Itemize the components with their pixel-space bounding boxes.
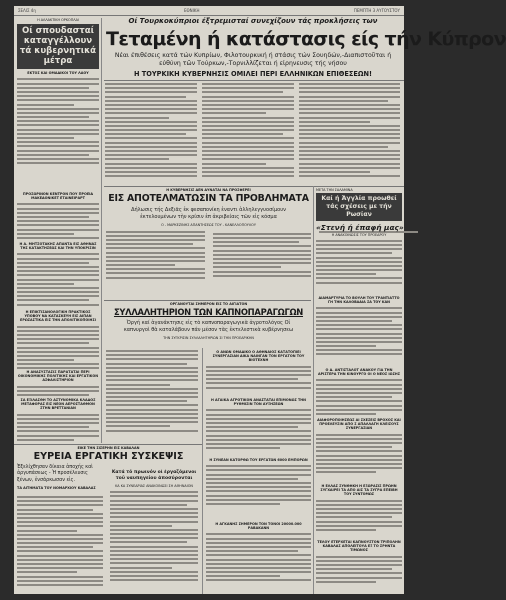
right-item-5: Η ΕΛΛΑΣ ΣΥΝΘΗΚΗ Η ΕΞΩΡΑΣΙΣ ΠΡΩΗΝ ΣΥΓΧΑΙΡΕΙ ΤΑ ΑΠΟ ΑΙΣ ΤΑ ΣΥΓΡΑ ΕΠΕΙΒΗ ΤΟΥ ΣΥΝΤΟΜΩΣ xyxy=(320,484,398,497)
right-kicker: ΜΕΤΑ ΤΗΝ ΣΑΛΑΜΙΝΑ xyxy=(316,188,353,192)
main-headline: Τεταμένη ή κατάστασις είς τήν Κύπρον xyxy=(106,28,506,50)
section-rule-1 xyxy=(104,186,404,187)
left-story-4 xyxy=(17,310,99,378)
center-kicker-2: ΟΡΓΑΝΟΥΤΑΙ ΣΗΜΕΡΟΝ ΕΙΣ ΤΟ ΑΙΓΙΑΤΟΝ xyxy=(169,302,248,306)
left-item-2: ΠΡΟΣΩΡΙΝΟΝ ΚΕΝΤΡΟΝ ΠΟΥ ΠΡΟΕΙΔ ΜΑΚΕΔΟΝΙΚΕΤ ΕΤΑΙΝΕΙΡΑΡΤ xyxy=(22,192,94,201)
left-story-1 xyxy=(17,18,99,170)
top-strap: Οί Τουρκοκύπριοι έξτρεμισταί συνεχίζουν τάς προκλήσεις των xyxy=(128,17,378,25)
right-headline-box xyxy=(316,193,402,220)
center-kicker: Η ΚΥΒΕΡΝΗΣΙΣ ΔΕΝ ΔΥΝΑΤΑΙ ΝΑ ΠΡΟΣΦΕΡΕΙ xyxy=(166,188,251,192)
newspaper-page xyxy=(14,6,506,594)
right-story-3 xyxy=(316,368,402,421)
left-story-1-body xyxy=(17,78,99,170)
bottom-left-kicker: ΕΙΚΕ ΤΗΝ ΣΙΣΕΡΗΝ ΕΙΣ ΚΑΒΑΛΑΝ xyxy=(77,446,140,450)
left-kicker: Η ΑΛΛΑΚΤΙΚΗ ΟΡΚΟΠΛΑΙ xyxy=(37,18,79,22)
right-item-4: ΔΙΑΦΟΡΟΠΟΙΗΣΕΩΣ ΑΙ ΣΧΕΣΕΙΣ ΒΡΟΧΟΣ ΚΑΙ ΠΡΟΕΛΕΥΣΙΝ ΑΠΟ Σ ΑΠΑΛΛΑΓΗ ΚΛΕΙΣΟΥΣ ΣΥΝΕΡΓΑΣΙΑΝ xyxy=(317,418,401,431)
main-deck-1: Νέαι έπιθέσεις κατά τών Κυπρίων, Φιλοτουρκική ή στάσις τών Σουηδών,-Διαπιστοῦται ή εὐθύνη τῶν Τούρκων,-Τορνιλλίζεται ή εἰρηνευσις τής νήσου xyxy=(114,52,392,68)
center-deck: Δήλωσις τής Δεξιᾶς ἐκ φεσαπονίκη ἐναντι ἀλληλεγγυοσίμουν ἐκτελουμένων τὴν κρίσιν ἐπ ἀκριβείαις τῶν εἰς κόσμα xyxy=(131,207,286,220)
left-item-5: Η ΑΝΑΣΥΣΤΑΣΙΣ ΠΑΡΑΤΑΤΑΙ ΠΕΡΙ ΟΙΚΟΝΟΜΙΚΗΣ ΠΟΛΙΤΙΚΗΣ ΚΑΙ ΕΡΓΑΤΙΚΟΝ ΑΣΦΑΛΙΣΤΗΡΙΟΝ xyxy=(17,370,99,383)
paper-name: ΕΘΝΙΚΗ xyxy=(184,8,200,13)
center-story-2 xyxy=(106,302,311,341)
center-story-1 xyxy=(106,188,311,279)
right-story-1 xyxy=(316,188,402,290)
center-box-2 xyxy=(206,398,311,459)
masthead-rule xyxy=(14,15,404,16)
section-rule-3 xyxy=(14,444,202,445)
main-rule xyxy=(104,80,404,81)
right-headline: Καί ή Άγγλία προωθεί τάς σχέσεις με τήν Ρωσίαν xyxy=(321,195,397,218)
center-box-3 xyxy=(206,458,311,517)
page-number: ΣΕΛΙΣ 4η xyxy=(18,8,36,13)
main-body-col-2 xyxy=(202,83,294,183)
center-box-2-head: Η ΑΓΑΙΚΑ ΑΓΡΟΤΙΚΟΝ ΑΝΑΣΤΑΤΑΙ ΕΠΙΜΟΝΩΣ ΤΗΝ ΡΥΘΜΙΣΙΝ ΤΟΝ ΑΥΞΗΣΕΩΝ xyxy=(211,398,306,407)
bottom-left-headline: ΕΥΡΕΙΑ ΕΡΓΑΤΙΚΗ ΣΥΣΚΕΨΙΣ xyxy=(33,451,184,463)
right-story-6 xyxy=(316,540,402,592)
center-box-3-head: Η ΣΥΝΕΑΝ ΚΑΤΟΡΘΩ ΤΟΥ ΕΡΓΑΤΩΝ 6000 ΕΜΠΟΡΩΝ xyxy=(209,458,308,462)
left-headline: Οί σπουδασταί καταγγέλλουν τά κυβερνητικά μέτρα xyxy=(19,26,97,67)
left-item-6: ΣΑ ΕΞΙΛΑΣΘΗ ΤΟ ΑΣΤΥΝΟΜΙΚΑ ΚΛΑΔΟΣ ΜΕΤΑΦΟΡΑΣ ΕΙΣ ΝΕΟΝ ΑΕΡΟΣΤΑΘΜΟΝ ΣΤΗΝ ΒΡΕΤΤΑΝΙΑΝ xyxy=(20,398,96,411)
center-headline: ΕΙΣ ΑΠΟΤΕΛΜΑΤΩΣΙΝ ΤΑ ΠΡΟΒΛΗΜΑΤΑ xyxy=(108,193,309,205)
column-rule-right xyxy=(313,186,314,594)
left-headline-box xyxy=(17,24,99,69)
right-story-5 xyxy=(316,484,402,540)
main-body-col-1 xyxy=(105,83,197,183)
center-box-1 xyxy=(206,350,311,396)
bottom-left-body-1 xyxy=(17,496,103,592)
issue-date: ΠΕΜΠΤΗ 3 ΑΥΓΟΥΣΤΟΥ xyxy=(353,8,400,13)
section-rule-2 xyxy=(104,300,311,301)
left-item-4: Η ΕΠΙΚΤΙΣΑΝΟΛΟΓΙΚΗ ΠΡΑΚΤΙΚΟΣ ΥΠΟΒΟΥ ΝΑ ΚΑΤΑΣΚΕΥΗ ΕΙΣ ΑΙΠΑΝ ΕΡΩΣΑΣΤΙΚΑ ΕΙΣ ΤΗΝ ΑΠΟΛΙΤΙΚΟΠΟΙΗΣΙ xyxy=(20,310,96,323)
center-note-2: ΤΗΝ ΣΥΓΚΡΙΣΙΝ ΣΥΛΛΑΛΗΤΗΡΙΩΝ ΣΙ ΤΗΝ ΠΡΟΕΔΡΙΚΗΝ xyxy=(163,336,254,341)
main-body-col-3 xyxy=(299,83,400,183)
main-deck-2: Η ΤΟΥΡΚΙΚΗ ΚΥΒΕΡΝΗΣΙΣ ΟΜΙΛΕΙ ΠΕΡΙ ΕΛΛΗΝΙΚΩΝ ΕΠΙΘΕΣΕΩΝ! xyxy=(133,70,373,78)
right-item-2: ΔΙΑΜΑΡΤΥΡΙΑ ΤΟ ΒΟΥΛΗ ΤΟΥ ΤΡΑΝΤΙΑΤΤΟ ΓΗ ΤΗΝ ΚΑΛΟΒΑΔΙΑ ΣΑ ΤΟΥ ΚΑΝ xyxy=(318,296,400,305)
masthead xyxy=(14,6,404,15)
bottom-left-mid-sub: ΚΑ ΚΑ ΣΥΝΕΔΡΙΑΣ ΑΝΑΚΟΙΝΩΣΙ ΣΗ ΑΘΗΝΑΙΟΝ xyxy=(115,484,193,488)
bottom-left-byline: ΤΑ ΑΙΤΗΜΑΤΑ ΤΟΥ ΝΟΜΑΡΧΙΟΥ ΚΑΒΑΛΑΣ xyxy=(17,485,96,490)
right-story-2 xyxy=(316,296,402,365)
right-story-4 xyxy=(316,418,402,482)
center-headline-2: ΣΥΛΛΑΛΗΤΗΡΙΟΝ ΤΩΝ ΚΑΠΝΟΠΑΡΑΓΩΓΩΝ xyxy=(113,307,304,318)
center-lower-col-1 xyxy=(106,350,198,440)
left-story-2 xyxy=(17,192,99,245)
right-item-3: Ο Δ. ΑΝΤΙΣΤΑΛΟΤ ΑΝΑΚΟΥ ΓΙΑ ΤΗΝ ΑΡΙΣΤΕΡΑ ΤΗΝ ΚΙΝΟΥΡΓΟ ΟΙ Ο ΝΕΟΣ ΙΩΣΗΣ xyxy=(317,368,401,377)
bottom-left-deck: Ἐξελίχθησαν δίκαια ἀποχής καὶ ἀργυπάσεως - Ἡ προσέλευσις ξένων, ἐνσάρκωσαν εἰς. xyxy=(17,465,93,483)
bottom-left-mid-head: Κατά τό πρωινόν οἱ ἐργαζόμενοι τοῦ ναυπηγείου ἀποσύρονται xyxy=(111,470,197,481)
center-byline: Ο - ΜΑΡΚΕΖΙΝΗΣ ΑΠΑΝΤΗΣΕΩΣ ΤΟΥ - ΚΑΝΕΛΛΟΠΟΥΛΟΥ xyxy=(161,223,256,228)
right-byline: Η ΑΝΑΚΟΙΝΩΣΙΣ ΤΟΥ ΠΡΟΕΔΡΟΥ xyxy=(331,232,387,237)
left-story-3 xyxy=(17,242,99,313)
center-box-4-head: Η ΑΓΚΑΝΗΣ ΣΗΜΕΡΟΝ ΤΟΝ ΤΟΝΟΙ 20000.000 ΡΑΒΑΚΑΝΝ xyxy=(215,522,302,531)
column-rule-left xyxy=(101,18,102,443)
column-rule-center xyxy=(202,348,203,594)
right-quote: «Στενή ή έπαφή μας» xyxy=(316,222,404,232)
center-box-1-head: Ο ΑΝΩΝ ΟΜΑΔΙΚΟ Ο ΑΘΗΝΑΙΟΣ ΚΑΤΑΤΟΠΙΕΙ ΣΥΝΕΡΓΑΣΙΑΝ ΔΙΚΑ ΝΑΙΝΓΑΝ ΤΟΝ ΕΡΓΑΤΟΝ ΤΟΥ ΒΙΟΤΕΧΝΗ xyxy=(212,350,305,363)
bottom-left-side-box xyxy=(110,470,198,587)
right-item-6: ΤΕΛΟΥ ΕΤΕΡΧΕΤΑΙ ΚΑΠΝΟΥΣΤΟΝ ΤΡΙΠΟΛΗΝ ΚΑΒΑΛΑΣ ΑΠΟΛΕΙΤΟΥΑ ΕΞ ΤΟ ΣΡΗΝΤΑ ΤΙΜΩΝΟΣ xyxy=(317,540,401,553)
left-sub: ΕΚΤΟΣ ΚΑΙ ΟΜΑΔΙΚΟΙ ΤΟΥ ΛΑΟΥ xyxy=(27,71,89,76)
left-item-3: Η Α. ΜΗΤΣΟΤΑΚΗΣ ΑΠΑΝΤΑ ΕΙΣ ΑΘΗΝΑΣ ΤΗΣ ΚΑΤΑΚΤΗΣΕΩΣ ΚΑΙ ΤΗΝ ΥΠΟΚΡΙΣΙΝ xyxy=(19,242,97,251)
center-box-4 xyxy=(206,522,311,595)
center-deck-2: Ὀργή καί ἀγανάκτησις εἰς τὸ καπνοπαραγωγικὰ ἀγροτολόγος Οἱ καπνυργοὶ θὰ καταλάβουν πάν μέσον τὰς ἐκτελεστικὰ κυβέρνησεω xyxy=(123,320,294,333)
